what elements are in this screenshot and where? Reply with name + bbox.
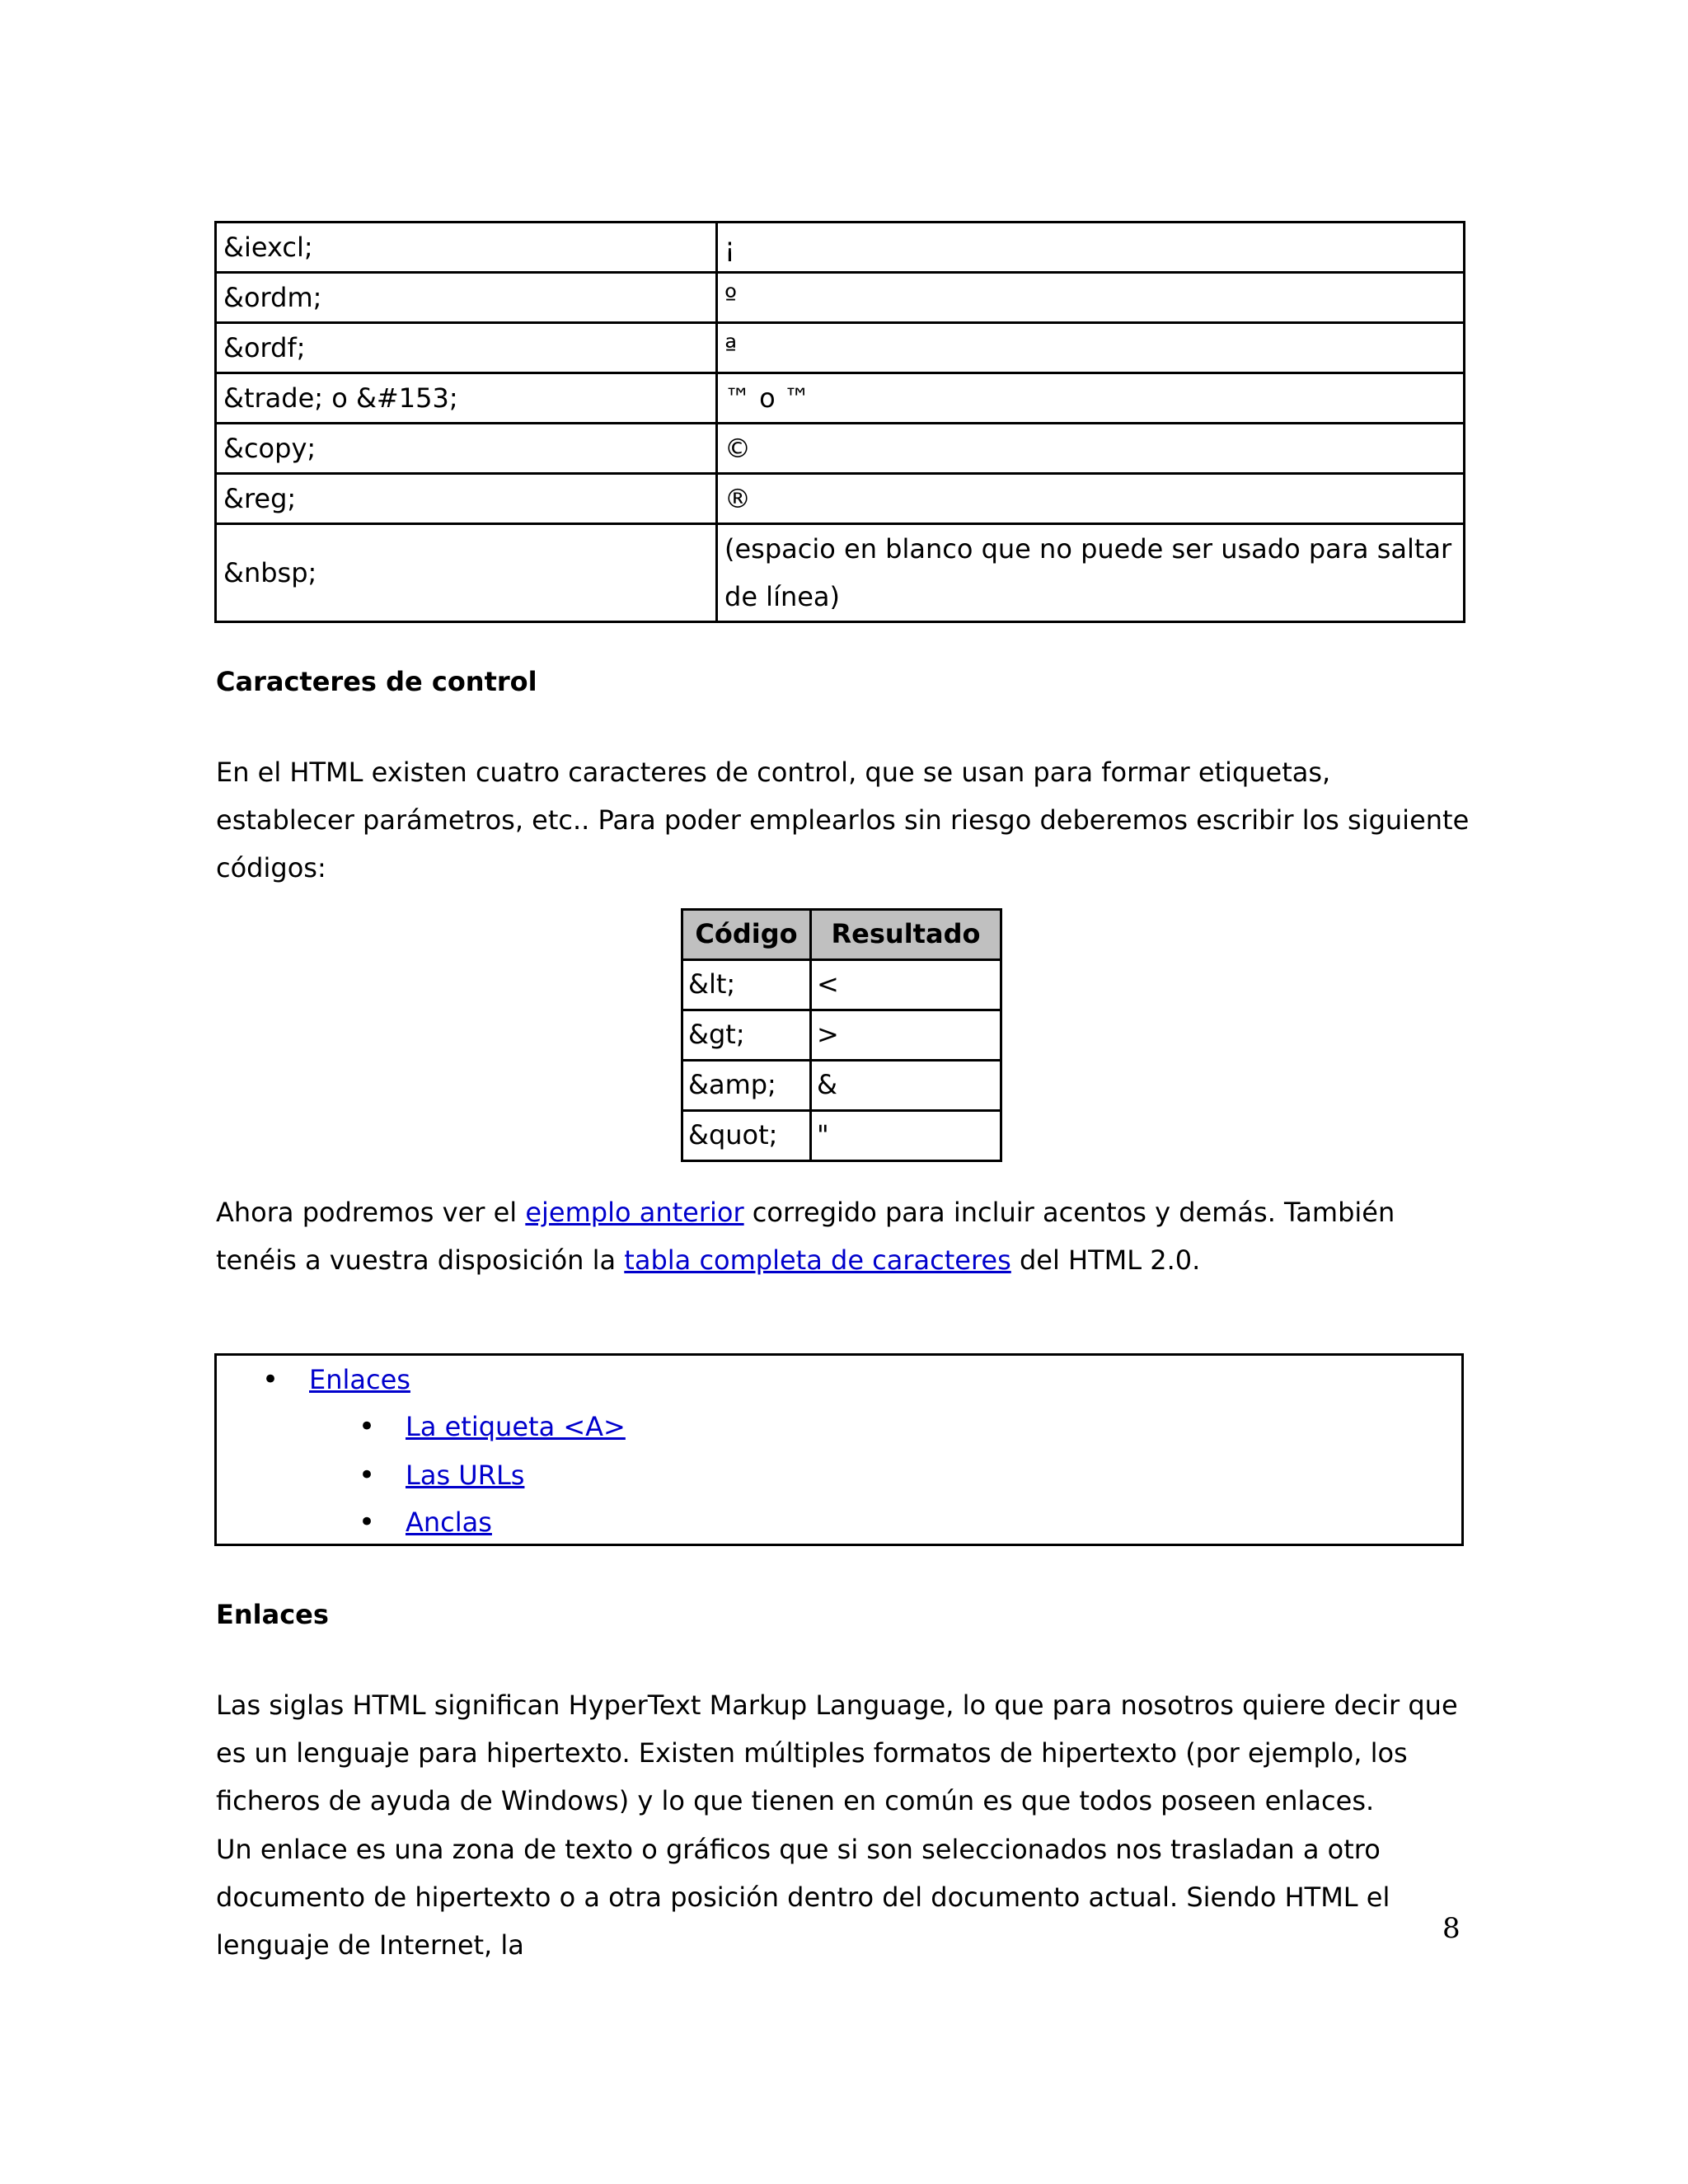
- table-row: [216, 373, 1465, 424]
- control-result: <: [811, 960, 1001, 1010]
- control-code: &lt;: [682, 960, 811, 1010]
- entity-code: &copy;: [216, 424, 717, 474]
- entity-code: &ordm;: [216, 273, 717, 323]
- control-code: &quot;: [682, 1111, 811, 1161]
- previous-example-link[interactable]: ejemplo anterior: [525, 1197, 744, 1228]
- toc-link-anclas[interactable]: Anclas: [406, 1507, 492, 1538]
- entity-code: &trade; o &#153;: [216, 373, 717, 424]
- table-row: [216, 273, 1465, 323]
- bullet-icon: •: [262, 1363, 279, 1396]
- control-code: &amp;: [682, 1061, 811, 1111]
- toc-link-enlaces[interactable]: Enlaces: [309, 1364, 410, 1395]
- paragraph-text: corregido para incluir acentos y demás. También tenéis a vuestra disposición la: [216, 1197, 1395, 1276]
- table-row: [216, 223, 1465, 273]
- table-row: [682, 1010, 1001, 1061]
- entity-result: º: [717, 273, 1465, 323]
- paragraph-text: Ahora podremos ver el: [216, 1197, 526, 1228]
- page-number: 8: [1442, 1912, 1461, 1945]
- bullet-icon: •: [359, 1506, 376, 1539]
- character-entity-table: [214, 221, 1465, 623]
- paragraph-text: del HTML 2.0.: [1010, 1244, 1201, 1276]
- section-heading-enlaces: Enlaces: [216, 1599, 329, 1630]
- section-heading-control: Caracteres de control: [216, 666, 537, 697]
- control-result: ": [811, 1111, 1001, 1161]
- enlaces-paragraph-2: Un enlace es una zona de texto o gráficos que si son seleccionados nos trasladan a otro documento de hipertexto o a otra posición dentro del documento actual. Siendo HTML el lenguaje de Internet, la: [216, 1834, 1390, 1961]
- control-character-table: [681, 908, 1002, 1162]
- entity-result: ©: [717, 424, 1465, 474]
- column-header-result: Resultado: [811, 910, 1001, 960]
- column-header-code: Código: [682, 910, 811, 960]
- entity-code: &iexcl;: [216, 223, 717, 273]
- table-row: [216, 524, 1465, 622]
- bullet-icon: •: [359, 1410, 376, 1443]
- control-paragraph: En el HTML existen cuatro caracteres de control, que se usan para formar etiquetas, establecer parámetros, etc.. Para poder emplearlos sin riesgo deberemos escribir los siguiente códigos:: [216, 757, 1470, 883]
- control-result: &: [811, 1061, 1001, 1111]
- character-table-link[interactable]: tabla completa de caracteres: [624, 1244, 1011, 1276]
- table-row: [216, 474, 1465, 524]
- entity-code: &nbsp;: [216, 524, 717, 622]
- entity-result: ¡: [717, 223, 1465, 273]
- toc-link-urls[interactable]: Las URLs: [406, 1460, 525, 1491]
- entity-result: ™ o ™: [717, 373, 1465, 424]
- table-row: [682, 1061, 1001, 1111]
- entity-code: &ordf;: [216, 323, 717, 373]
- control-code: &gt;: [682, 1010, 811, 1061]
- control-result: >: [811, 1010, 1001, 1061]
- entity-code: &reg;: [216, 474, 717, 524]
- entity-result: (espacio en blanco que no puede ser usado para saltar de línea): [717, 524, 1465, 622]
- entity-result: ®: [717, 474, 1465, 524]
- toc-link-etiqueta-a[interactable]: La etiqueta <A>: [406, 1411, 626, 1442]
- table-of-contents-box: [214, 1353, 1464, 1546]
- table-row: [216, 424, 1465, 474]
- bullet-icon: •: [359, 1459, 376, 1492]
- after-table-paragraph: [216, 1188, 1477, 1284]
- table-row: [216, 323, 1465, 373]
- enlaces-paragraph-1: Las siglas HTML significan HyperText Markup Language, lo que para nosotros quiere decir que es un lenguaje para hipertexto. Existen múltiples formatos de hipertexto (por ejemplo, los ficheros de ayuda de Windows) y lo que tienen en común es que todos poseen enlaces.: [216, 1690, 1458, 1816]
- table-header-row: [682, 910, 1001, 960]
- entity-result: ª: [717, 323, 1465, 373]
- table-row: [682, 1111, 1001, 1161]
- table-row: [682, 960, 1001, 1010]
